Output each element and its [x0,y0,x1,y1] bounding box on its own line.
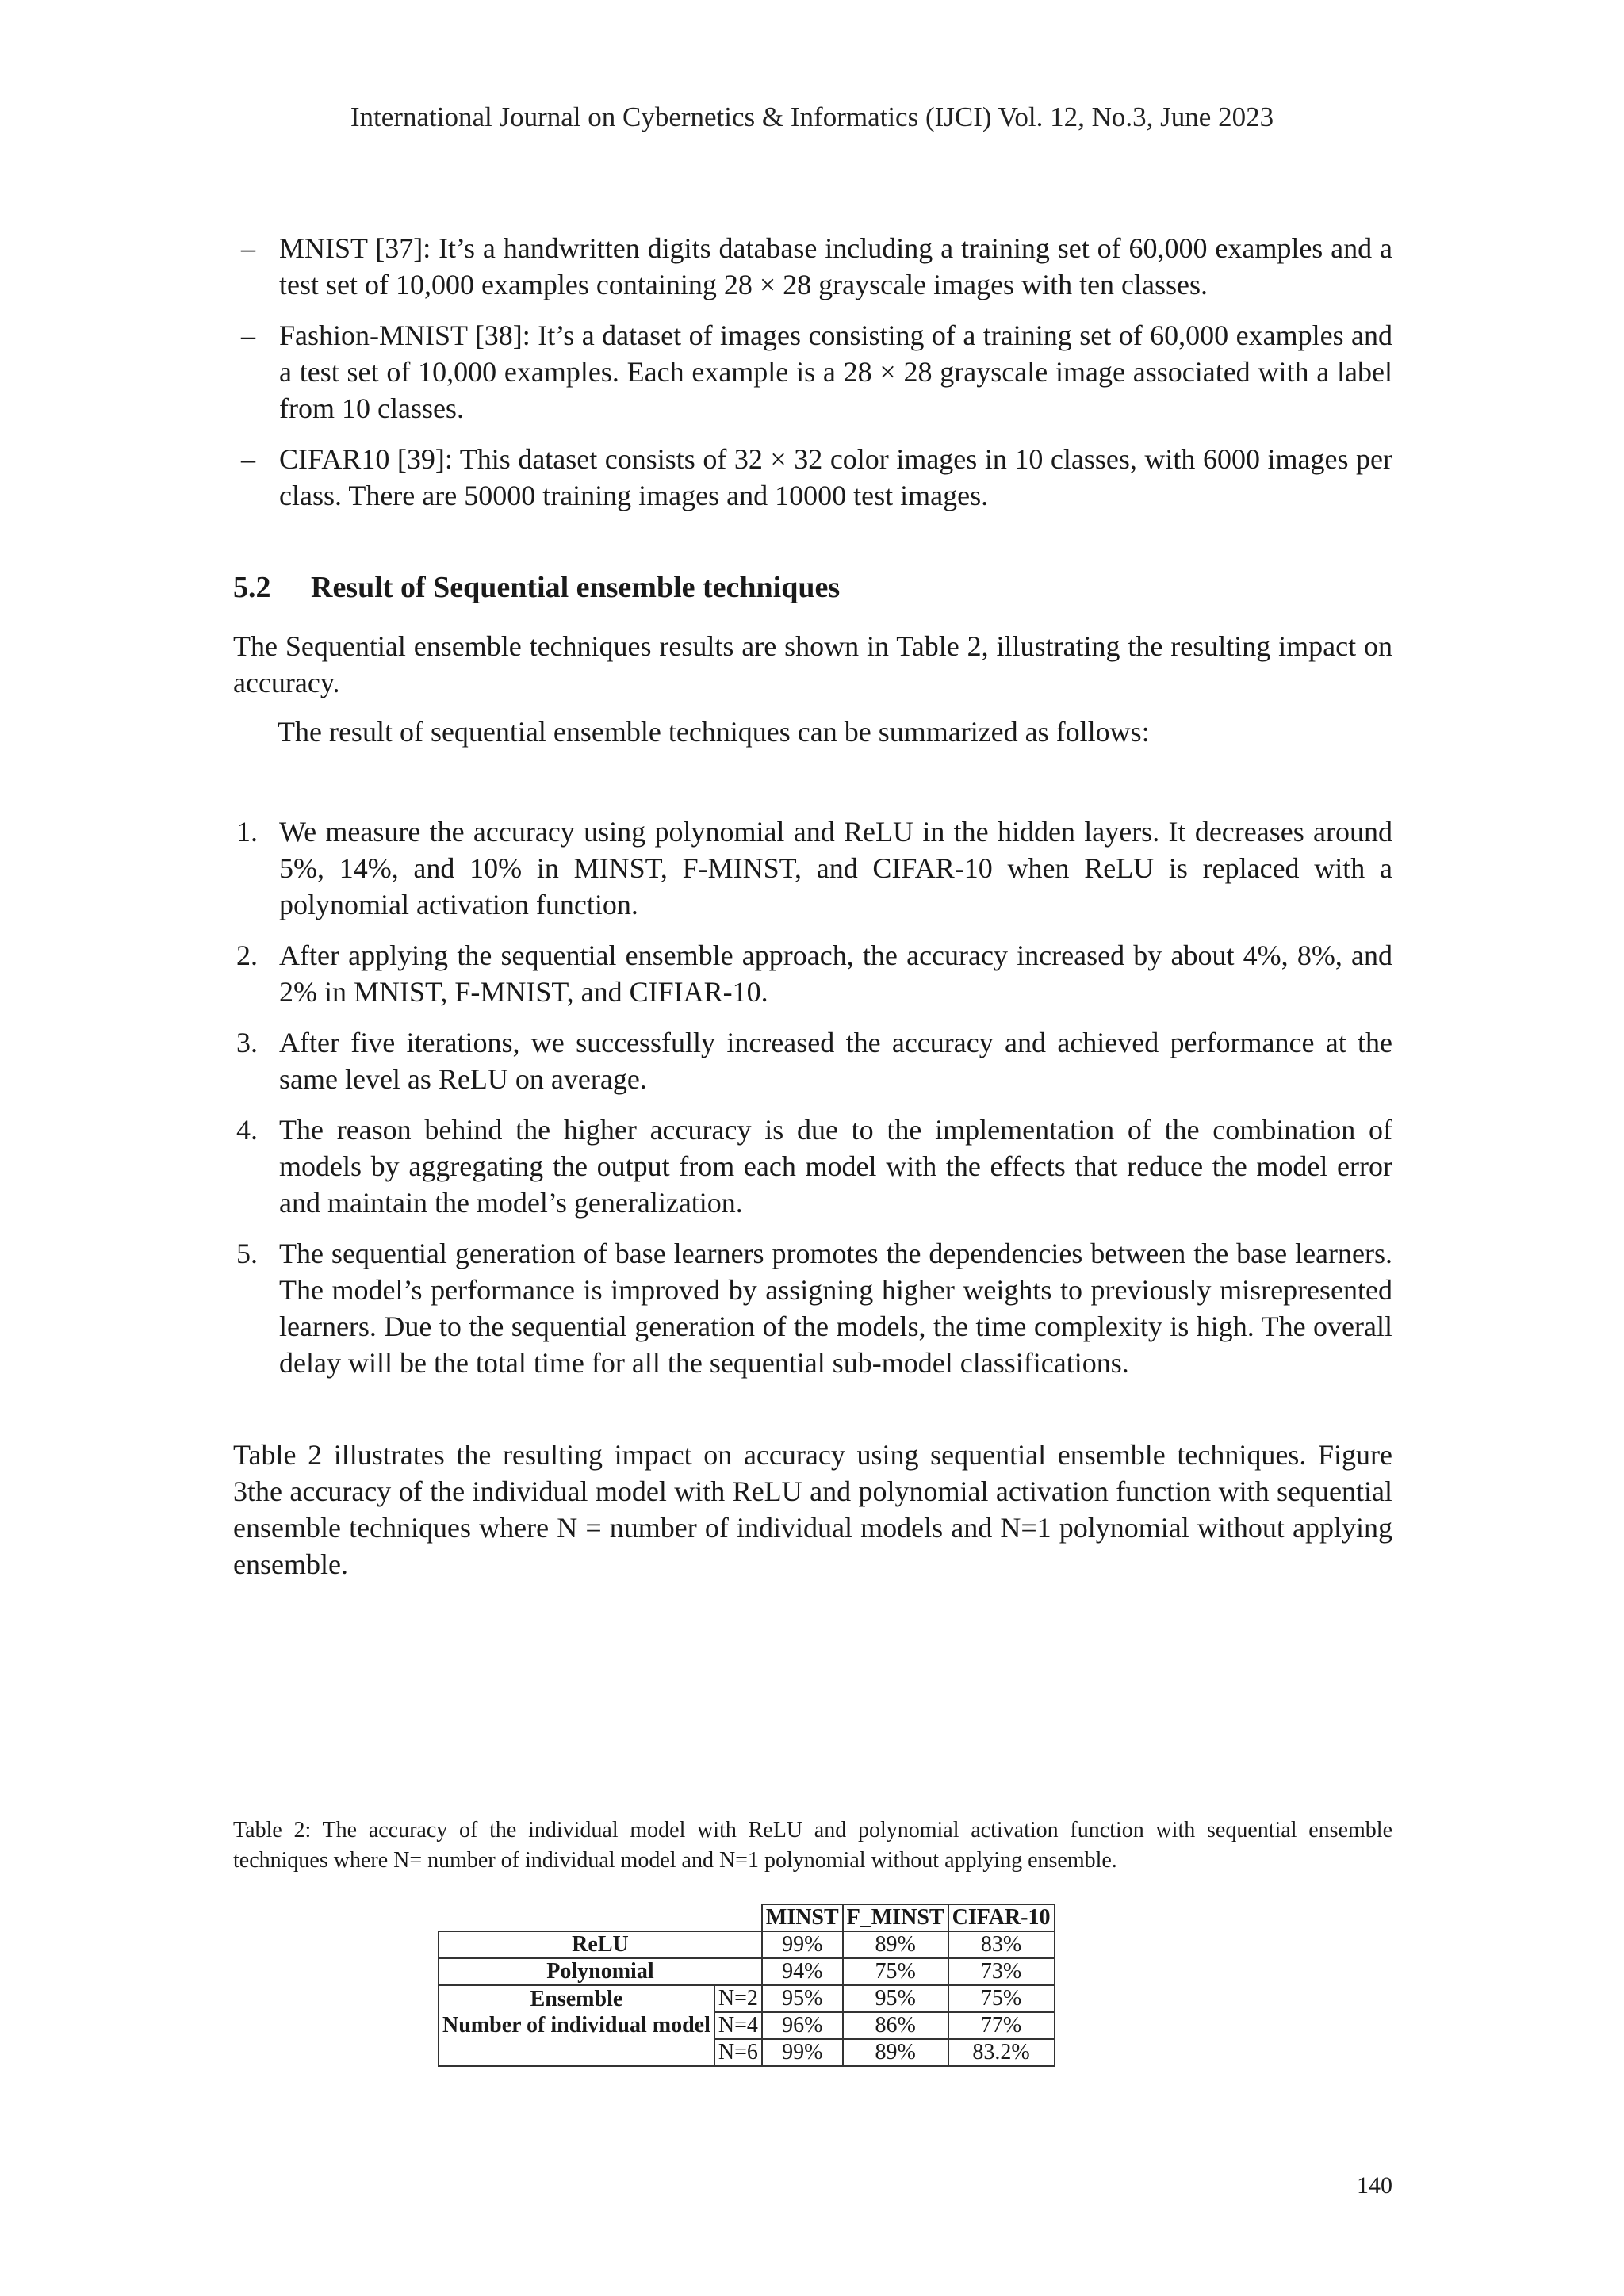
table-cell: 75% [843,1958,948,1985]
findings-list [233,813,1392,1381]
row-label-spacer [439,2039,714,2066]
intro-paragraph: The Sequential ensemble techniques results are shown in Table 2, illustrating the resulting impact on accuracy. [233,630,1392,698]
table-row [439,1985,1055,2012]
table-cell: 75% [948,1985,1055,2012]
list-item [233,937,1392,1010]
table-caption: Table 2: The accuracy of the individual model with ReLU and polynomial activation function with sequential ensemble techniques where N= number of individual model and N=1 polynomial without applying ensemble. [233,1818,1392,1873]
list-marker: – [241,320,255,351]
table-row [439,2012,1055,2039]
list-marker: 2. [236,939,258,971]
section-number: 5.2 [233,571,271,604]
list-item-text: CIFAR10 [39]: This dataset consists of 32 × 32 color images in 10 classes, with 6000 images per class. There are 50000 training images and 10000 test images. [279,443,1392,511]
column-header: CIFAR-10 [948,1904,1055,1931]
main-content [233,230,1392,1582]
list-marker: 1. [236,816,258,848]
row-sublabel: N=6 [714,2039,762,2066]
list-item [233,813,1392,923]
list-item-text: After five iterations, we successfully increased the accuracy and achieved performance at the same level as ReLU on average. [279,1027,1392,1095]
list-item-text: The sequential generation of base learners promotes the dependencies between the base learners. The model’s performance is improved by assigning higher weights to previously misrepresented learners. Due to the sequential generation of the models, the time complexity is high. The overall delay will be the total time for all the sequential sub-model classifications. [279,1238,1392,1379]
table-cell: 95% [843,1985,948,2012]
table-corner [439,1904,762,1931]
table-cell: 83.2% [948,2039,1055,2066]
table-cell: 94% [762,1958,843,1985]
row-sublabel: N=4 [714,2012,762,2039]
list-marker: – [241,443,255,475]
list-item [233,1235,1392,1381]
table-cell: 73% [948,1958,1055,1985]
table-cell: 89% [843,2039,948,2066]
table-cell: 86% [843,2012,948,2039]
list-marker: 4. [236,1114,258,1146]
list-item-text: MNIST [37]: It’s a handwritten digits database including a training set of 60,000 examples and a test set of 10,000 examples containing 28 × 28 grayscale images with ten classes. [279,232,1392,300]
table-cell: 89% [843,1931,948,1958]
table-header-row [439,1904,1055,1931]
section-heading [233,569,1392,606]
row-label: ReLU [439,1931,762,1958]
table-cell: 99% [762,1931,843,1958]
list-item-text: Fashion-MNIST [38]: It’s a dataset of images consisting of a training set of 60,000 examples and a test set of 10,000 examples. Each example is a 28 × 28 grayscale image associated with a label from 10 classes. [279,320,1392,424]
running-header: International Journal on Cybernetics & Informatics (IJCI) Vol. 12, No.3, June 2023 [350,101,1274,132]
row-label-line: Ensemble [439,1985,714,2012]
row-sublabel: N=2 [714,1985,762,2012]
list-marker: – [241,232,255,264]
table-row [439,1931,1055,1958]
list-item-text: We measure the accuracy using polynomial and ReLU in the hidden layers. It decreases around 5%, 14%, and 10% in MINST, F-MINST, and CIFAR-10 when ReLU is replaced with a polynomial activation function. [279,816,1392,920]
row-label: Polynomial [439,1958,762,1985]
list-item-text: The reason behind the higher accuracy is due to the implementation of the combination of models by aggregating the output from each model with the effects that reduce the model error and maintain the model’s generalization. [279,1114,1392,1219]
table-cell: 99% [762,2039,843,2066]
closing-paragraph: Table 2 illustrates the resulting impact on accuracy using sequential ensemble techniques. Figure 3the accuracy of the individual model with ReLU and polynomial activation function with sequential ensemble techniques where N = number of individual models and N=1 polynomial without applying ensemble. [233,1439,1392,1580]
column-header: MINST [762,1904,843,1931]
table-row [439,2039,1055,2066]
section-title: Result of Sequential ensemble techniques [311,571,841,604]
list-marker: 3. [236,1027,258,1058]
table-cell: 96% [762,2012,843,2039]
table-row [439,1958,1055,1985]
table-cell: 83% [948,1931,1055,1958]
page-number: 140 [1357,2172,1392,2198]
row-label-line: Number of individual model [439,2012,714,2039]
lead-paragraph: The result of sequential ensemble techniques can be summarized as follows: [278,716,1150,748]
list-item [233,317,1392,427]
list-item [233,441,1392,514]
column-header: F_MINST [843,1904,948,1931]
table-cell: 77% [948,2012,1055,2039]
table-cell: 95% [762,1985,843,2012]
dataset-list [233,230,1392,514]
list-item-text: After applying the sequential ensemble approach, the accuracy increased by about 4%, 8%, and 2% in MNIST, F-MNIST, and CIFIAR-10. [279,939,1392,1008]
results-table [438,1904,1055,2067]
list-item [233,1112,1392,1221]
list-marker: 5. [236,1238,258,1269]
list-item [233,230,1392,303]
list-item [233,1024,1392,1097]
